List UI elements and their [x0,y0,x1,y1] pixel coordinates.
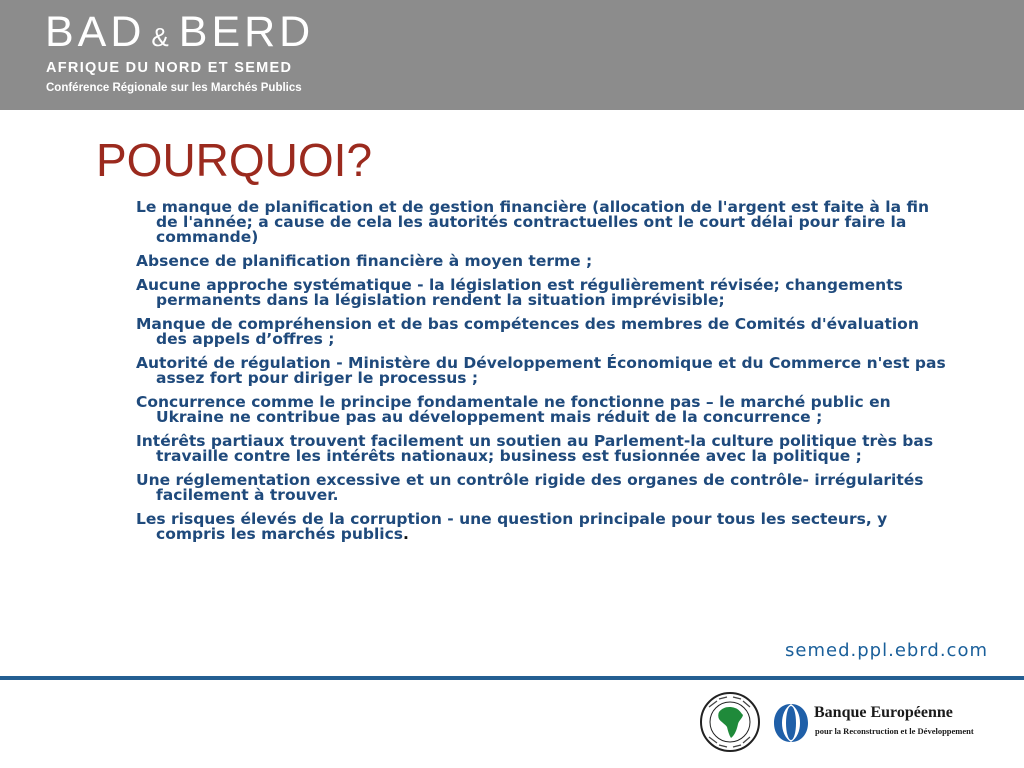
brand-bad: BAD [45,8,146,56]
brand-ampersand: & [151,22,169,52]
bullet-list [136,200,948,551]
footer-url: semed.ppl.ebrd.com [785,640,988,661]
bullet-item [136,395,948,425]
bullet-text: Une réglementation excessive et un contrôle rigide des organes de contrôle- irrégularités facilement à trouver. [136,471,924,504]
bullet-end-period: . [403,525,409,543]
conference-name: Conférence Régionale sur les Marchés Publics [46,82,302,94]
bullet-text: Aucune approche systématique - la législation est régulièrement révisée; changements permanents dans la législation rendent la situation imprévisible; [136,276,903,309]
slide-title: POURQUOI? [96,134,373,186]
bullet-text: Intérêts partiaux trouvent facilement un soutien au Parlement-la culture politique très bas travaille contre les intérêts nationaux; business est fusionnée avec la politique ; [136,432,934,465]
footer-divider [0,676,1024,680]
bullet-item [136,512,948,542]
ebrd-logo-icon [772,702,810,744]
bullet-item [136,278,948,308]
bullet-text: Autorité de régulation - Ministère du Développement Économique et du Commerce n'est pas assez fort pour diriger le processus ; [136,354,946,387]
bullet-item [136,473,948,503]
ebrd-tagline: pour la Reconstruction et le Développement [815,726,974,736]
bullet-item [136,254,948,269]
bullet-item [136,434,948,464]
bullet-text: Absence de planification financière à moyen terme ; [136,252,593,270]
bullet-item [136,317,948,347]
brand-berd: BERD [178,8,315,56]
afdb-logo-icon [697,691,763,753]
bullet-text: Les risques élevés de la corruption - une question principale pour tous les secteurs, y compris les marchés publics [136,510,888,543]
brand-title [45,6,314,63]
ebrd-name: Banque Européenne [814,704,953,721]
brand-subtitle: AFRIQUE DU NORD ET SEMED [46,60,293,76]
bullet-item [136,356,948,386]
bullet-text: Concurrence comme le principe fondamentale ne fonctionne pas – le marché public en Ukraine ne contribue pas au développement mais réduit de la concurrence ; [136,393,891,426]
bullet-text: Manque de compréhension et de bas compétences des membres de Comités d'évaluation des appels d’offres ; [136,315,919,348]
header-banner [0,0,1024,110]
bullet-text: Le manque de planification et de gestion financière (allocation de l'argent est faite à la fin de l'année; a cause de cela les autorités contractuelles ont le court délai pour faire la commande) [136,198,929,246]
bullet-item [136,200,948,245]
